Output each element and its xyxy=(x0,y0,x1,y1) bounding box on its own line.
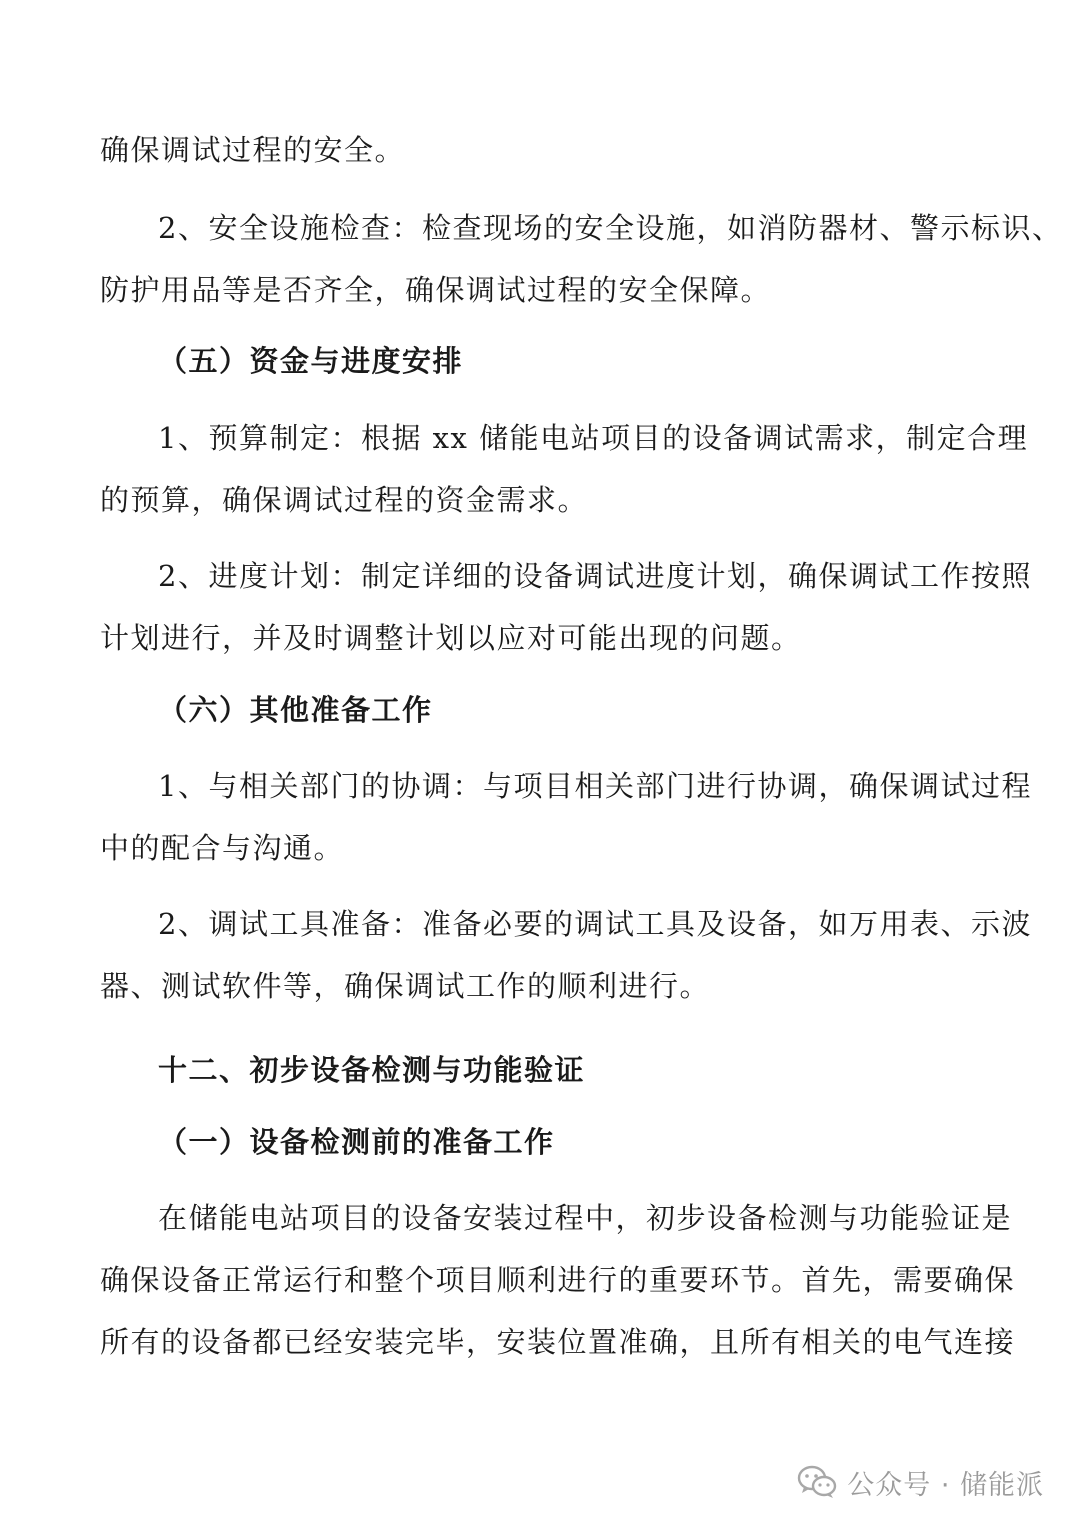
paragraph-line: 1、预算制定：根据 xx 储能电站项目的设备调试需求，制定合理 xyxy=(158,421,1029,455)
paragraph-line: 1、与相关部门的协调：与项目相关部门进行协调，确保调试过程 xyxy=(158,769,1032,803)
paragraph-line: 确保调试过程的安全。 xyxy=(100,133,406,167)
paragraph-line: 器、测试软件等，确保调试工作的顺利进行。 xyxy=(100,969,711,1003)
chapter-heading: 十二、初步设备检测与功能验证 xyxy=(158,1053,586,1087)
watermark-text: 公众号 · 储能派 xyxy=(847,1469,1044,1501)
paragraph-line: 计划进行，并及时调整计划以应对可能出现的问题。 xyxy=(100,621,802,655)
paragraph-line: 所有的设备都已经安装完毕，安装位置准确，且所有相关的电气连接 xyxy=(100,1325,1016,1359)
paragraph-line: 的预算，确保调试过程的资金需求。 xyxy=(100,483,589,517)
paragraph-line: 2、调试工具准备：准备必要的调试工具及设备，如万用表、示波 xyxy=(158,907,1032,941)
paragraph-line: 防护用品等是否齐全，确保调试过程的安全保障。 xyxy=(100,273,772,307)
paragraph-line: 中的配合与沟通。 xyxy=(100,831,345,865)
paragraph-line: 在储能电站项目的设备安装过程中，初步设备检测与功能验证是 xyxy=(158,1201,1013,1235)
paragraph-line: 确保设备正常运行和整个项目顺利进行的重要环节。首先，需要确保 xyxy=(100,1263,1016,1297)
section-heading: （六）其他准备工作 xyxy=(158,693,433,727)
paragraph-line: 2、安全设施检查：检查现场的安全设施，如消防器材、警示标识、 xyxy=(158,211,1063,245)
watermark xyxy=(797,1462,1044,1502)
section-heading: （一）设备检测前的准备工作 xyxy=(158,1125,555,1159)
paragraph-line: 2、进度计划：制定详细的设备调试进度计划，确保调试工作按照 xyxy=(158,559,1032,593)
wechat-icon xyxy=(797,1465,837,1499)
section-heading: （五）资金与进度安排 xyxy=(158,344,464,378)
